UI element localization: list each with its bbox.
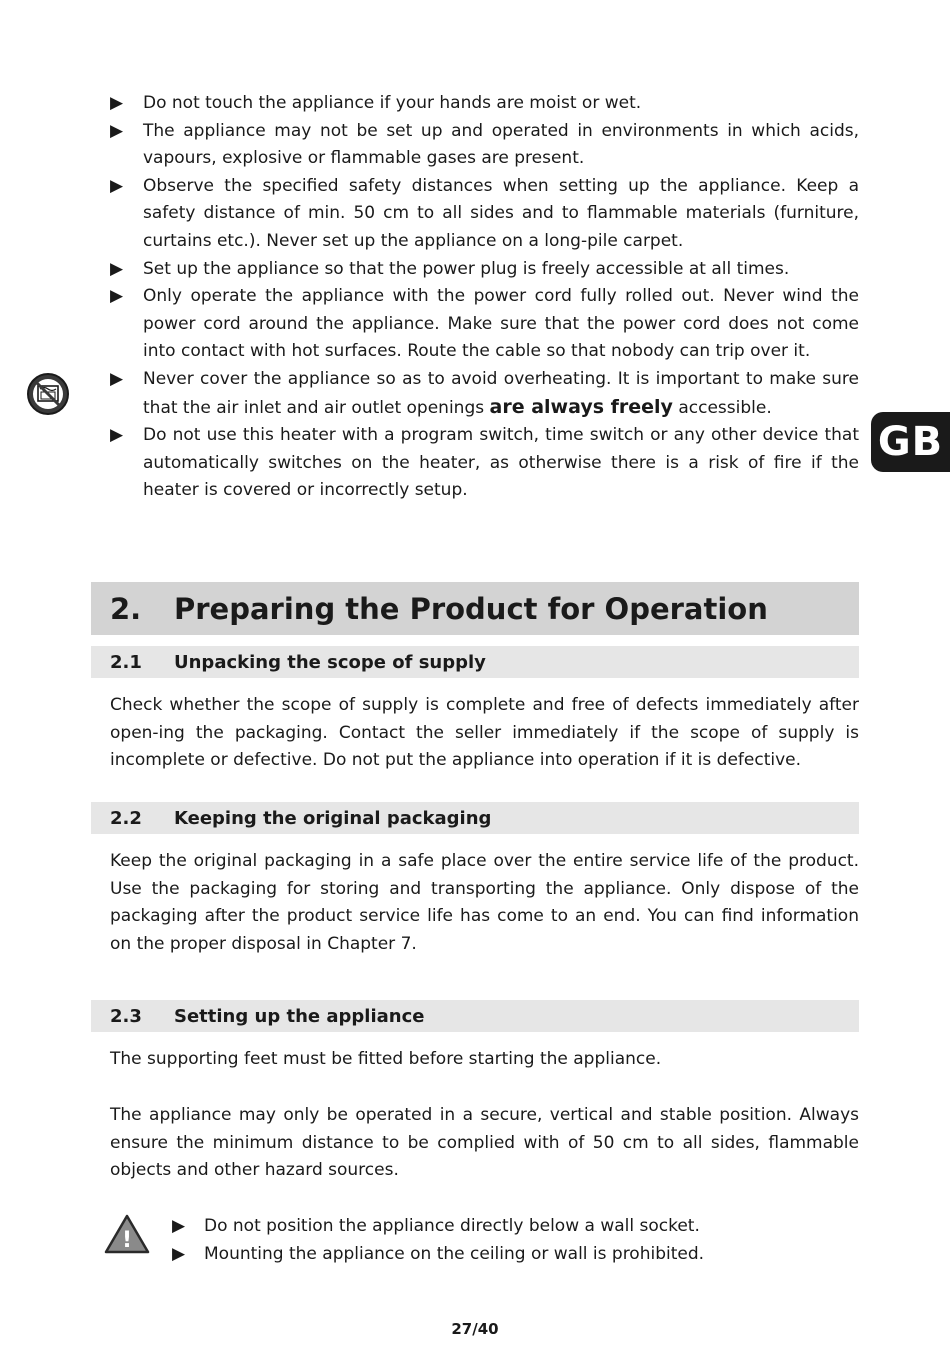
bullet-marker-icon: ▶: [110, 93, 124, 113]
list-item: ▶ Mounting the appliance on the ceiling or wall is prohibited.: [172, 1240, 859, 1268]
bullet-marker-icon: ▶: [110, 175, 124, 196]
section-number: 2.3: [110, 1005, 142, 1027]
page-number: 27/40: [451, 1320, 499, 1338]
list-item: ▶ Observe the specified safety distances when setting up the appliance. Keep a safety distance of min. 50 cm to all sides and to flammable materials (furniture, curtains etc.). Never set up the appliance on a long-pile carpet.: [110, 173, 859, 256]
section-heading: [91, 1000, 859, 1032]
section-title: Setting up the appliance: [174, 1005, 425, 1027]
section-paragraph: The supporting feet must be fitted before starting the appliance.: [110, 1049, 662, 1069]
section-title: Keeping the original packaging: [174, 807, 492, 829]
section-title: Unpacking the scope of supply: [174, 651, 486, 673]
bullet-marker-icon: ▶: [110, 368, 124, 389]
warning-bullet-list: [172, 1212, 859, 1268]
list-item: ▶ Set up the appliance so that the power plug is freely accessible at all times.: [110, 256, 859, 284]
section-heading: [91, 646, 859, 678]
bullet-text-emphasis: are always freely: [489, 395, 673, 418]
warning-triangle-icon: [104, 1214, 150, 1254]
bullet-text-before: Never cover the appliance so as to avoid overheating. It is important to make sure that the air inlet and air outlet openings: [143, 368, 859, 418]
section-paragraph: Check whether the scope of supply is complete and free of defects immediately after open-ing the packaging. Contact the seller immediately if the scope of supply is incomplete or defective. Do not put the appliance into operation if it is defective.: [110, 695, 859, 771]
section-paragraph: Keep the original packaging in a safe place over the entire service life of the product. Use the packaging for storing and transporting the appliance. Only dispose of the packaging after the product service life has come to an end. You can find information on the proper disposal in Chapter 7.: [110, 851, 859, 954]
language-tab: GB: [871, 412, 950, 472]
list-item: ▶ Do not use this heater with a program switch, time switch or any other device that automatically switches on the heater, as otherwise there is a risk of fire if the heater is covered or incorrectly setup.: [110, 422, 859, 505]
safety-bullet-list: [110, 90, 859, 505]
chapter-heading: [91, 582, 859, 635]
list-item: [110, 366, 859, 422]
list-item: ▶ Only operate the appliance with the power cord fully rolled out. Never wind the power cord around the appliance. Make sure that the power cord does not come into contact with hot surfaces. Route the cable so that nobody can trip over it.: [110, 283, 859, 366]
list-item: ▶ Do not position the appliance directly below a wall socket.: [172, 1212, 859, 1240]
list-item: ▶ Do not touch the appliance if your hands are moist or wet.: [110, 90, 859, 118]
bullet-marker-icon: ▶: [172, 1216, 186, 1236]
bullet-marker-icon: ▶: [110, 286, 124, 307]
warning-mark: !: [121, 1228, 133, 1253]
bullet-marker-icon: ▶: [172, 1244, 186, 1264]
section-number: 2.2: [110, 807, 142, 829]
section-number: 2.1: [110, 651, 142, 673]
bullet-marker-icon: ▶: [110, 425, 124, 446]
bullet-marker-icon: ▶: [110, 258, 124, 279]
list-item: ▶ The appliance may not be set up and operated in environments in which acids, vapours, explosive or flammable gases are present.: [110, 118, 859, 173]
bullet-text-after: accessible.: [672, 397, 772, 418]
bullet-marker-icon: ▶: [110, 120, 124, 141]
chapter-number: 2.: [110, 591, 142, 626]
section-paragraph: The appliance may only be operated in a secure, vertical and stable position. Always ensure the minimum distance to be complied with of 50 cm to all sides, flammable objects and other hazard sources.: [110, 1105, 859, 1181]
section-heading: [91, 802, 859, 834]
chapter-title: Preparing the Product for Operation: [174, 591, 768, 626]
do-not-cover-icon: [26, 372, 70, 416]
